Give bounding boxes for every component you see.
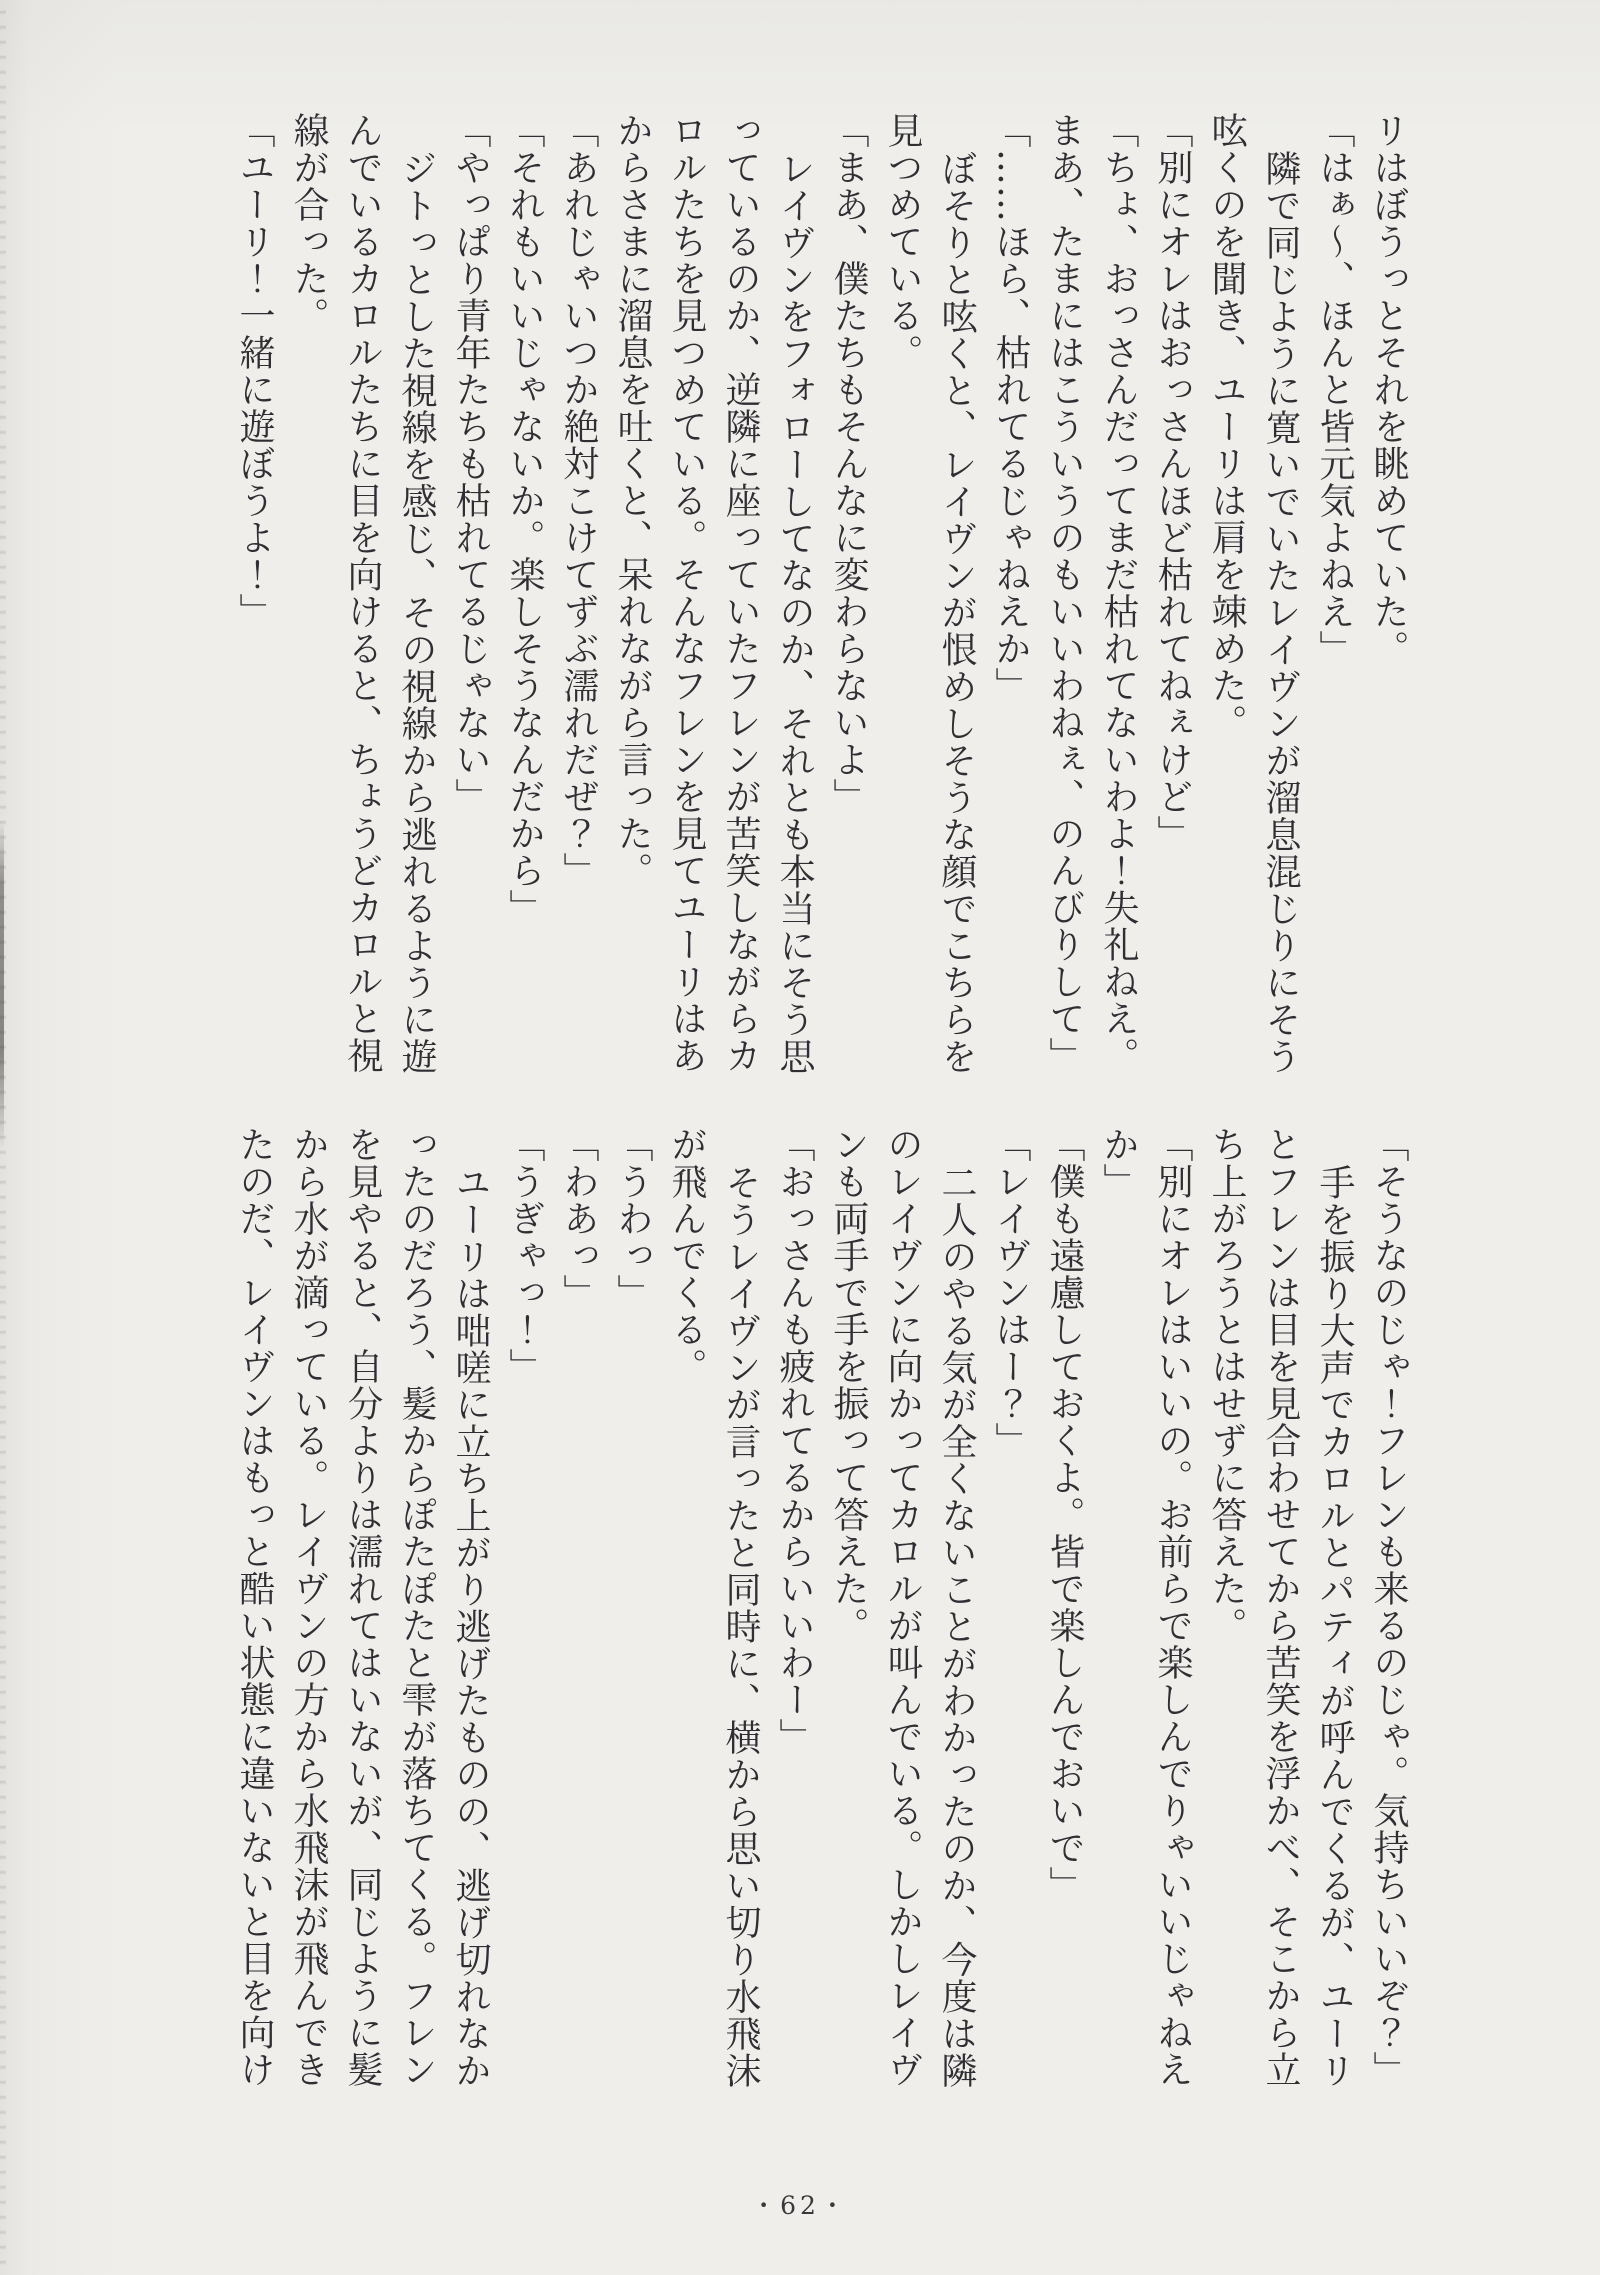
text-line: 「うぎゃっ！」 bbox=[504, 1126, 545, 1385]
text-line: ジトっとした視線を感じ、その視線から逃れるように遊 bbox=[396, 150, 437, 1075]
text-line: 「レイヴンはー？」 bbox=[990, 1126, 1031, 1459]
text-block-bottom bbox=[227, 1126, 1415, 2116]
text-line: 「わあっ」 bbox=[558, 1126, 599, 1311]
text-line: か」 bbox=[1098, 1126, 1139, 1200]
text-line: ンも両手で手を振って答えた。 bbox=[828, 1126, 869, 1644]
text-line: 手を振り大声でカロルとパティが呼んでくるが、ユーリ bbox=[1314, 1164, 1355, 2089]
text-line: 「そうなのじゃ！フレンも来るのじゃ。気持ちいいぞ？」 bbox=[1368, 1126, 1409, 2088]
text-line: 二人のやる気が全くないことがわかったのか、今度は隣 bbox=[936, 1164, 977, 2089]
scan-edge-shadow bbox=[0, 820, 4, 1150]
text-line: ぼそりと呟くと、レイヴンが恨めしそうな顔でこちらを bbox=[936, 150, 977, 1075]
text-line: とフレンは目を見合わせてから苦笑を浮かべ、そこから立 bbox=[1260, 1126, 1301, 2088]
text-line: のレイヴンに向かってカロルが叫んでいる。しかしレイヴ bbox=[882, 1126, 923, 2088]
text-line: ち上がろうとはせずに答えた。 bbox=[1206, 1126, 1247, 1644]
text-line: 「はぁ～、ほんと皆元気よねえ」 bbox=[1314, 112, 1355, 667]
text-line: まあ、たまにはこういうのもいいわねぇ、のんびりして」 bbox=[1044, 112, 1085, 1074]
text-line: そうレイヴンが言ったと同時に、横から思い切り水飛沫 bbox=[720, 1164, 761, 2089]
text-line: からさまに溜息を吐くと、呆れながら言った。 bbox=[612, 112, 653, 889]
text-line: 呟くのを聞き、ユーリは肩を竦めた。 bbox=[1206, 112, 1247, 741]
text-line: 「やっぱり青年たちも枯れてるじゃない」 bbox=[450, 112, 491, 815]
text-line: を見やると、自分よりは濡れてはいないが、同じように髪 bbox=[342, 1126, 383, 2088]
text-line: 「それもいいじゃないか。楽しそうなんだから」 bbox=[504, 112, 545, 926]
text-line: ロルたちを見つめている。そんなフレンを見てユーリはあ bbox=[666, 112, 707, 1074]
text-line: 「おっさんも疲れてるからいいわー」 bbox=[774, 1126, 815, 1755]
text-line: から水が滴っている。レイヴンの方から水飛沫が飛んでき bbox=[288, 1126, 329, 2088]
text-line: 「ユーリ！一緒に遊ぼうよ！」 bbox=[234, 112, 275, 630]
text-line: 「別にオレはいいの。お前らで楽しんでりゃいいじゃねえ bbox=[1152, 1126, 1193, 2088]
text-line: が飛んでくる。 bbox=[666, 1126, 707, 1385]
text-line: 見つめている。 bbox=[882, 112, 923, 371]
text-line: 「うわっ」 bbox=[612, 1126, 653, 1311]
text-line: 「まあ、僕たちもそんなに変わらないよ」 bbox=[828, 112, 869, 815]
text-line: 「あれじゃいつか絶対こけてずぶ濡れだぜ？」 bbox=[558, 112, 599, 889]
text-line: んでいるカロルたちに目を向けると、ちょうどカロルと視 bbox=[342, 112, 383, 1074]
text-line: リはぼうっとそれを眺めていた。 bbox=[1368, 112, 1409, 667]
text-line: 隣で同じように寛いでいたレイヴンが溜息混じりにそう bbox=[1260, 150, 1301, 1075]
text-line: レイヴンをフォローしてなのか、それとも本当にそう思 bbox=[774, 150, 815, 1075]
text-line: 線が合った。 bbox=[288, 112, 329, 334]
text-line: っているのか、逆隣に座っていたフレンが苦笑しながらカ bbox=[720, 112, 761, 1074]
text-line: 「ちょ、おっさんだってまだ枯れてないわよ！失礼ねえ。 bbox=[1098, 112, 1139, 1074]
text-line: 「僕も遠慮しておくよ。皆で楽しんでおいで」 bbox=[1044, 1126, 1085, 1903]
text-block-top bbox=[227, 112, 1415, 1102]
text-line: 「……ほら、枯れてるじゃねえか」 bbox=[990, 112, 1031, 704]
text-line: たのだ、レイヴンはもっと酷い状態に違いないと目を向け bbox=[234, 1126, 275, 2088]
text-line: ったのだろう、髪からぽたぽたと雫が落ちてくる。フレン bbox=[396, 1126, 437, 2088]
text-line: ユーリは咄嗟に立ち上がり逃げたものの、逃げ切れなか bbox=[450, 1164, 491, 2089]
page-number: ・62・ bbox=[751, 2191, 849, 2220]
text-line: 「別にオレはおっさんほど枯れてねぇけど」 bbox=[1152, 112, 1193, 852]
